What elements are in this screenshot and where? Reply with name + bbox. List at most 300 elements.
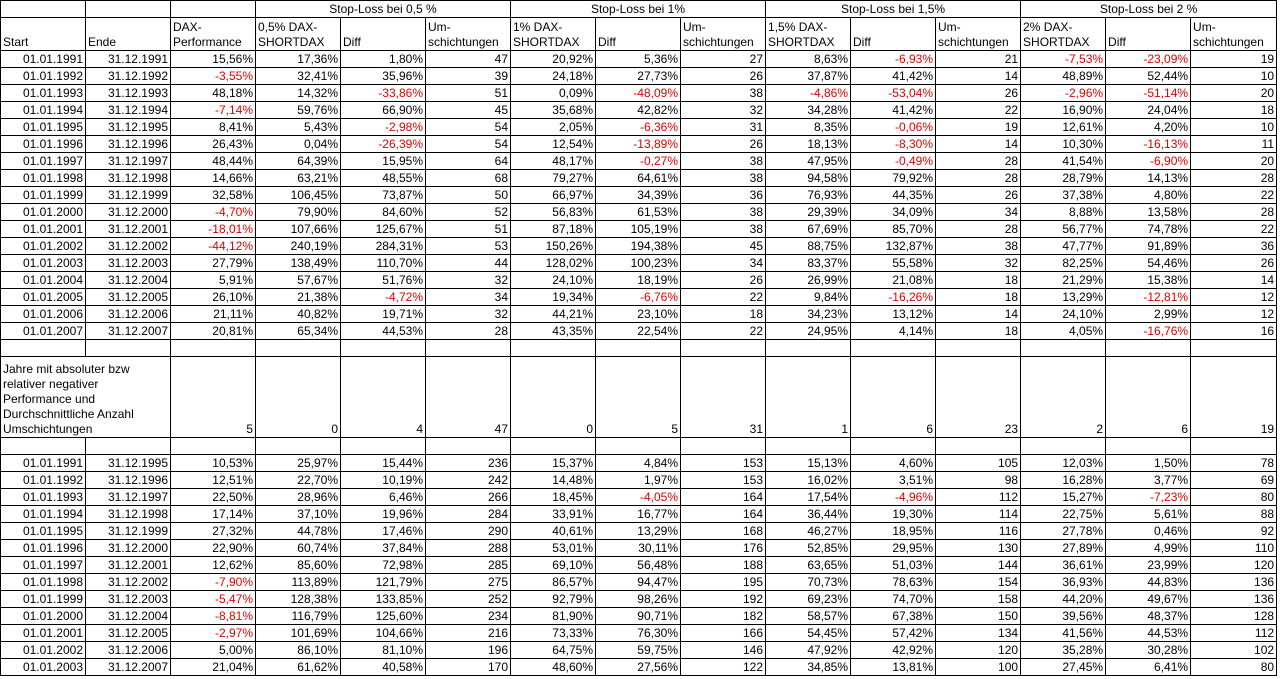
table-cell: 22,54% [596, 323, 681, 340]
table-cell: 63,21% [256, 170, 341, 187]
table-cell: 01.01.1993 [1, 489, 86, 506]
table-cell: 114 [936, 506, 1021, 523]
table-cell: 20,92% [511, 51, 596, 68]
table-cell: 28 [936, 221, 1021, 238]
table-cell: 5,91% [171, 272, 256, 289]
table-row [1, 591, 1277, 608]
table-cell: 94,58% [766, 170, 851, 187]
table-cell: 82,25% [1021, 255, 1106, 272]
table-cell: 104,66% [341, 625, 426, 642]
table-cell: 91,89% [1106, 238, 1191, 255]
table-cell: 19 [936, 119, 1021, 136]
table-cell: 51,03% [851, 557, 936, 574]
table-cell: 32 [426, 306, 511, 323]
table-cell: 38 [681, 153, 766, 170]
table-cell: 36,44% [766, 506, 851, 523]
table-cell: 31.12.2004 [86, 272, 171, 289]
table-cell: 15,44% [341, 455, 426, 472]
group-header-row [1, 1, 1277, 18]
table-cell: 31.12.2003 [86, 591, 171, 608]
table-cell: 40,58% [341, 659, 426, 676]
column-header: 1% DAX-SHORTDAX [511, 18, 596, 51]
summary-value: 5 [596, 357, 681, 438]
table-cell: 22 [1191, 187, 1277, 204]
table-cell: -4,72% [341, 289, 426, 306]
table-cell: 85,60% [256, 557, 341, 574]
table-cell: 12,51% [171, 472, 256, 489]
table-cell: 13,81% [851, 659, 936, 676]
table-cell: 19,96% [341, 506, 426, 523]
table-cell: 14 [1191, 272, 1277, 289]
table-cell: 26 [681, 136, 766, 153]
table-cell: 45 [426, 102, 511, 119]
table-cell: 36,93% [1021, 574, 1106, 591]
table-cell: 70,73% [766, 574, 851, 591]
table-cell: 50 [426, 187, 511, 204]
table-cell: 21,38% [256, 289, 341, 306]
blank-row [1, 340, 1277, 357]
table-cell: -2,98% [341, 119, 426, 136]
table-cell: 01.01.1991 [1, 455, 86, 472]
table-cell: 01.01.2003 [1, 255, 86, 272]
table-cell: 31.12.2001 [86, 557, 171, 574]
table-cell: 164 [681, 506, 766, 523]
table-cell: 87,18% [511, 221, 596, 238]
table-cell: 18 [936, 272, 1021, 289]
table-cell: 21 [936, 51, 1021, 68]
table-cell: 242 [426, 472, 511, 489]
table-cell: 38 [936, 238, 1021, 255]
table-cell: 98 [936, 472, 1021, 489]
table-cell: 16,28% [1021, 472, 1106, 489]
table-cell: 195 [681, 574, 766, 591]
table-cell: 44,78% [256, 523, 341, 540]
table-cell: 01.01.1992 [1, 68, 86, 85]
table-cell: 33,91% [511, 506, 596, 523]
table-cell: 17,46% [341, 523, 426, 540]
table-cell: 27,45% [1021, 659, 1106, 676]
table-cell: 01.01.1994 [1, 102, 86, 119]
table-cell: 42,92% [851, 642, 936, 659]
table-cell: 32,41% [256, 68, 341, 85]
table-cell: 285 [426, 557, 511, 574]
table-cell: 166 [681, 625, 766, 642]
table-cell: 18 [936, 289, 1021, 306]
table-cell: -7,53% [1021, 51, 1106, 68]
table-row [1, 119, 1277, 136]
table-row [1, 574, 1277, 591]
table-cell: 284 [426, 506, 511, 523]
table-cell: 31.12.2000 [86, 204, 171, 221]
table-cell: 32 [426, 272, 511, 289]
column-header: Um-schichtungen [936, 18, 1021, 51]
table-row [1, 289, 1277, 306]
table-cell: -6,93% [851, 51, 936, 68]
table-cell: 37,87% [766, 68, 851, 85]
table-cell: 44 [426, 255, 511, 272]
table-cell: 1,80% [341, 51, 426, 68]
table-cell: 54 [426, 119, 511, 136]
table-cell: 38 [681, 85, 766, 102]
table-row [1, 85, 1277, 102]
table-cell: -6,76% [596, 289, 681, 306]
table-cell: 288 [426, 540, 511, 557]
table-cell: 58,57% [766, 608, 851, 625]
table-cell: 4,99% [1106, 540, 1191, 557]
table-cell: 4,14% [851, 323, 936, 340]
table-cell: 128 [1191, 608, 1277, 625]
table-cell: 22 [681, 289, 766, 306]
table-cell: -53,04% [851, 85, 936, 102]
table-cell: 01.01.2005 [1, 289, 86, 306]
table-cell: 61,62% [256, 659, 341, 676]
table-cell: 36,61% [1021, 557, 1106, 574]
table-cell: 116,79% [256, 608, 341, 625]
table-cell: 47,77% [1021, 238, 1106, 255]
summary-value: 1 [766, 357, 851, 438]
table-cell: 15,95% [341, 153, 426, 170]
table-cell: 31.12.2002 [86, 574, 171, 591]
table-cell: 236 [426, 455, 511, 472]
table-cell: 01.01.2000 [1, 204, 86, 221]
table-cell: 34,39% [596, 187, 681, 204]
table-cell: 284,31% [341, 238, 426, 255]
table-cell: 22,70% [256, 472, 341, 489]
table-cell: 38 [681, 204, 766, 221]
table-cell: 65,34% [256, 323, 341, 340]
table-cell: 31.12.1995 [86, 119, 171, 136]
table-cell: 21,08% [851, 272, 936, 289]
summary-value: 31 [681, 357, 766, 438]
table-cell: 12,62% [171, 557, 256, 574]
table-cell: 64,75% [511, 642, 596, 659]
table-cell: 110 [1191, 540, 1277, 557]
table-cell: 31.12.1993 [86, 85, 171, 102]
table-cell: 31.12.1997 [86, 489, 171, 506]
table-cell: -3,55% [171, 68, 256, 85]
table-cell: 24,95% [766, 323, 851, 340]
table-row [1, 238, 1277, 255]
table-cell: 73,33% [511, 625, 596, 642]
table-cell: 5,00% [171, 642, 256, 659]
table-cell: 48,55% [341, 170, 426, 187]
table-cell: 28 [1191, 204, 1277, 221]
table-cell: -7,14% [171, 102, 256, 119]
table-cell: 130 [936, 540, 1021, 557]
table-cell: 290 [426, 523, 511, 540]
table-cell: 79,90% [256, 204, 341, 221]
table-cell: 64,61% [596, 170, 681, 187]
column-header: Um-schichtungen [681, 18, 766, 51]
table-cell: 24,10% [511, 272, 596, 289]
table-cell: 01.01.1995 [1, 523, 86, 540]
table-cell: 56,83% [511, 204, 596, 221]
table-cell: 275 [426, 574, 511, 591]
table-cell: 26 [681, 68, 766, 85]
table-cell: 18,13% [766, 136, 851, 153]
table-cell: 14,66% [171, 170, 256, 187]
table-cell: 72,98% [341, 557, 426, 574]
table-cell: 15,27% [1021, 489, 1106, 506]
table-cell: 128,38% [256, 591, 341, 608]
summary-row [1, 357, 1277, 438]
table-cell: 68 [426, 170, 511, 187]
table-row [1, 642, 1277, 659]
table-cell: 13,58% [1106, 204, 1191, 221]
table-cell: 27,73% [596, 68, 681, 85]
table-cell: 120 [936, 642, 1021, 659]
table-cell: 12,61% [1021, 119, 1106, 136]
table-cell: 29,95% [851, 540, 936, 557]
table-row [1, 221, 1277, 238]
table-cell: 9,84% [766, 289, 851, 306]
table-cell: 31.12.2007 [86, 323, 171, 340]
table-cell: 10,53% [171, 455, 256, 472]
table-cell: 11 [1191, 136, 1277, 153]
table-cell: 35,96% [341, 68, 426, 85]
table-cell: 92,79% [511, 591, 596, 608]
table-cell: 48,60% [511, 659, 596, 676]
table-cell: 51,76% [341, 272, 426, 289]
summary-value: 5 [171, 357, 256, 438]
table-cell: 150 [936, 608, 1021, 625]
table-cell: -0,49% [851, 153, 936, 170]
table-cell: 10,30% [1021, 136, 1106, 153]
table-cell: 21,04% [171, 659, 256, 676]
table-cell: 40,82% [256, 306, 341, 323]
table-cell: -18,01% [171, 221, 256, 238]
table-cell: 26,43% [171, 136, 256, 153]
table-cell: 136 [1191, 591, 1277, 608]
table-cell: 101,69% [256, 625, 341, 642]
table-cell: 47,92% [766, 642, 851, 659]
table-cell: 8,41% [171, 119, 256, 136]
summary-value: 6 [1106, 357, 1191, 438]
table-cell: 31.12.2007 [86, 659, 171, 676]
group-header: Stop-Loss bei 1,5% [766, 1, 1021, 18]
table-cell: 31.12.1994 [86, 102, 171, 119]
table-cell: 106,45% [256, 187, 341, 204]
table-cell: 57,67% [256, 272, 341, 289]
table-row [1, 272, 1277, 289]
table-cell: 25,97% [256, 455, 341, 472]
table-cell: 28 [936, 170, 1021, 187]
table-cell: 80 [1191, 659, 1277, 676]
column-header: Diff [596, 18, 681, 51]
table-cell: 26,10% [171, 289, 256, 306]
column-header-row [1, 18, 1277, 51]
table-cell: 121,79% [341, 574, 426, 591]
table-cell: 48,17% [511, 153, 596, 170]
table-row [1, 102, 1277, 119]
table-cell: 14,48% [511, 472, 596, 489]
table-cell: 144 [936, 557, 1021, 574]
table-cell: 0,46% [1106, 523, 1191, 540]
table-cell: -48,09% [596, 85, 681, 102]
table-cell: 6,46% [341, 489, 426, 506]
table-cell: 31.12.2005 [86, 289, 171, 306]
table-cell: 31.12.2005 [86, 625, 171, 642]
table-cell: 0,04% [256, 136, 341, 153]
table-cell: 13,29% [1021, 289, 1106, 306]
table-cell: 18 [936, 323, 1021, 340]
table-cell: 52,85% [766, 540, 851, 557]
table-cell: 18,19% [596, 272, 681, 289]
table-cell: 110,70% [341, 255, 426, 272]
table-cell: 39 [426, 68, 511, 85]
table-cell: 01.01.2004 [1, 272, 86, 289]
table-row [1, 489, 1277, 506]
table-cell: 18,95% [851, 523, 936, 540]
table-cell: -8,30% [851, 136, 936, 153]
table-cell: 44,83% [1106, 574, 1191, 591]
table-cell: 4,20% [1106, 119, 1191, 136]
table-cell: 52 [426, 204, 511, 221]
table-cell: 31.12.1995 [86, 455, 171, 472]
summary-label: Jahre mit absoluter bzw relativer negativer Performance und Durchschnittliche Anzahl Umschichtungen [1, 357, 171, 438]
table-cell: -6,90% [1106, 153, 1191, 170]
table-cell: 153 [681, 455, 766, 472]
table-cell: 6,41% [1106, 659, 1191, 676]
table-cell: 4,80% [1106, 187, 1191, 204]
table-cell: 102 [1191, 642, 1277, 659]
table-cell: 67,38% [851, 608, 936, 625]
table-cell: 31.12.2006 [86, 642, 171, 659]
table-cell: 10,19% [341, 472, 426, 489]
table-cell: 27,89% [1021, 540, 1106, 557]
table-cell: 168 [681, 523, 766, 540]
table-cell: 41,54% [1021, 153, 1106, 170]
table-cell: 19 [1191, 51, 1277, 68]
table-row [1, 608, 1277, 625]
table-cell: 27,78% [1021, 523, 1106, 540]
table-cell: 234 [426, 608, 511, 625]
table-cell: 45 [681, 238, 766, 255]
column-header: Ende [86, 18, 171, 51]
table-cell: 133,85% [341, 591, 426, 608]
table-cell: 34,28% [766, 102, 851, 119]
table-cell: 52,44% [1106, 68, 1191, 85]
table-cell: 37,84% [341, 540, 426, 557]
table-cell: 54,46% [1106, 255, 1191, 272]
table-cell: 240,19% [256, 238, 341, 255]
table-cell: 88 [1191, 506, 1277, 523]
table-cell: 69,23% [766, 591, 851, 608]
table-cell: 35,28% [1021, 642, 1106, 659]
table-cell: 81,10% [341, 642, 426, 659]
table-cell: 154 [936, 574, 1021, 591]
table-cell: -16,76% [1106, 323, 1191, 340]
table-cell: 26 [681, 272, 766, 289]
table-cell: 20,81% [171, 323, 256, 340]
table-cell: 56,48% [596, 557, 681, 574]
table-cell: 98,26% [596, 591, 681, 608]
table-cell: 78 [1191, 455, 1277, 472]
table-cell: 43,35% [511, 323, 596, 340]
table-cell: 31.12.1997 [86, 153, 171, 170]
table-cell: 01.01.1992 [1, 472, 86, 489]
table-cell: -7,23% [1106, 489, 1191, 506]
table-cell: 01.01.2006 [1, 306, 86, 323]
table-cell: 92 [1191, 523, 1277, 540]
table-cell: 01.01.1996 [1, 136, 86, 153]
table-cell: 34 [426, 289, 511, 306]
table-cell: 36 [1191, 238, 1277, 255]
table-cell: 31.12.1998 [86, 170, 171, 187]
table-cell: 40,61% [511, 523, 596, 540]
table-cell: 18,45% [511, 489, 596, 506]
table-cell: 94,47% [596, 574, 681, 591]
table-cell: 21,11% [171, 306, 256, 323]
table-cell: 13,12% [851, 306, 936, 323]
table-cell: 69 [1191, 472, 1277, 489]
table-cell: -2,97% [171, 625, 256, 642]
table-cell: 116 [936, 523, 1021, 540]
table-cell: 67,69% [766, 221, 851, 238]
table-cell: 20 [1191, 153, 1277, 170]
table-cell: 112 [1191, 625, 1277, 642]
table-cell: 01.01.1997 [1, 153, 86, 170]
table-cell: 37,10% [256, 506, 341, 523]
table-cell: 01.01.1996 [1, 540, 86, 557]
table-cell: 2,05% [511, 119, 596, 136]
table-cell: 01.01.1998 [1, 170, 86, 187]
table-cell: 86,57% [511, 574, 596, 591]
table-cell: 31.12.1991 [86, 51, 171, 68]
table-cell: 54,45% [766, 625, 851, 642]
blank-row [1, 438, 1277, 455]
table-cell: -51,14% [1106, 85, 1191, 102]
table-cell: 74,78% [1106, 221, 1191, 238]
table-cell: 34,23% [766, 306, 851, 323]
table-cell: 41,42% [851, 68, 936, 85]
column-header: Diff [851, 18, 936, 51]
table-cell: 64 [426, 153, 511, 170]
table-cell: 01.01.2002 [1, 238, 86, 255]
table-row [1, 170, 1277, 187]
table-cell: 12,54% [511, 136, 596, 153]
table-cell: 153 [681, 472, 766, 489]
table-cell: 66,90% [341, 102, 426, 119]
table-cell: 35,68% [511, 102, 596, 119]
table-cell: 105 [936, 455, 1021, 472]
table-cell: -33,86% [341, 85, 426, 102]
table-cell: 19,34% [511, 289, 596, 306]
table-cell: 47,95% [766, 153, 851, 170]
table-cell: 32 [936, 255, 1021, 272]
table-cell: 1,97% [596, 472, 681, 489]
column-header: 1,5% DAX-SHORTDAX [766, 18, 851, 51]
column-header: DAX-Performance [171, 18, 256, 51]
table-cell: 5,43% [256, 119, 341, 136]
table-cell: 17,14% [171, 506, 256, 523]
table-cell: 01.01.2001 [1, 221, 86, 238]
column-header: Um-schichtungen [426, 18, 511, 51]
table-cell: 13,29% [596, 523, 681, 540]
table-cell: 10 [1191, 119, 1277, 136]
table-cell: 49,67% [1106, 591, 1191, 608]
table-cell: 69,10% [511, 557, 596, 574]
table-cell: 22 [1191, 221, 1277, 238]
table-cell: 31 [681, 119, 766, 136]
column-header: 0,5% DAX-SHORTDAX [256, 18, 341, 51]
table-cell: 47 [426, 51, 511, 68]
table-cell: 28 [1191, 170, 1277, 187]
table-cell: 36 [681, 187, 766, 204]
table-cell: 01.01.2003 [1, 659, 86, 676]
table-cell: -4,96% [851, 489, 936, 506]
table-cell: 34 [681, 255, 766, 272]
